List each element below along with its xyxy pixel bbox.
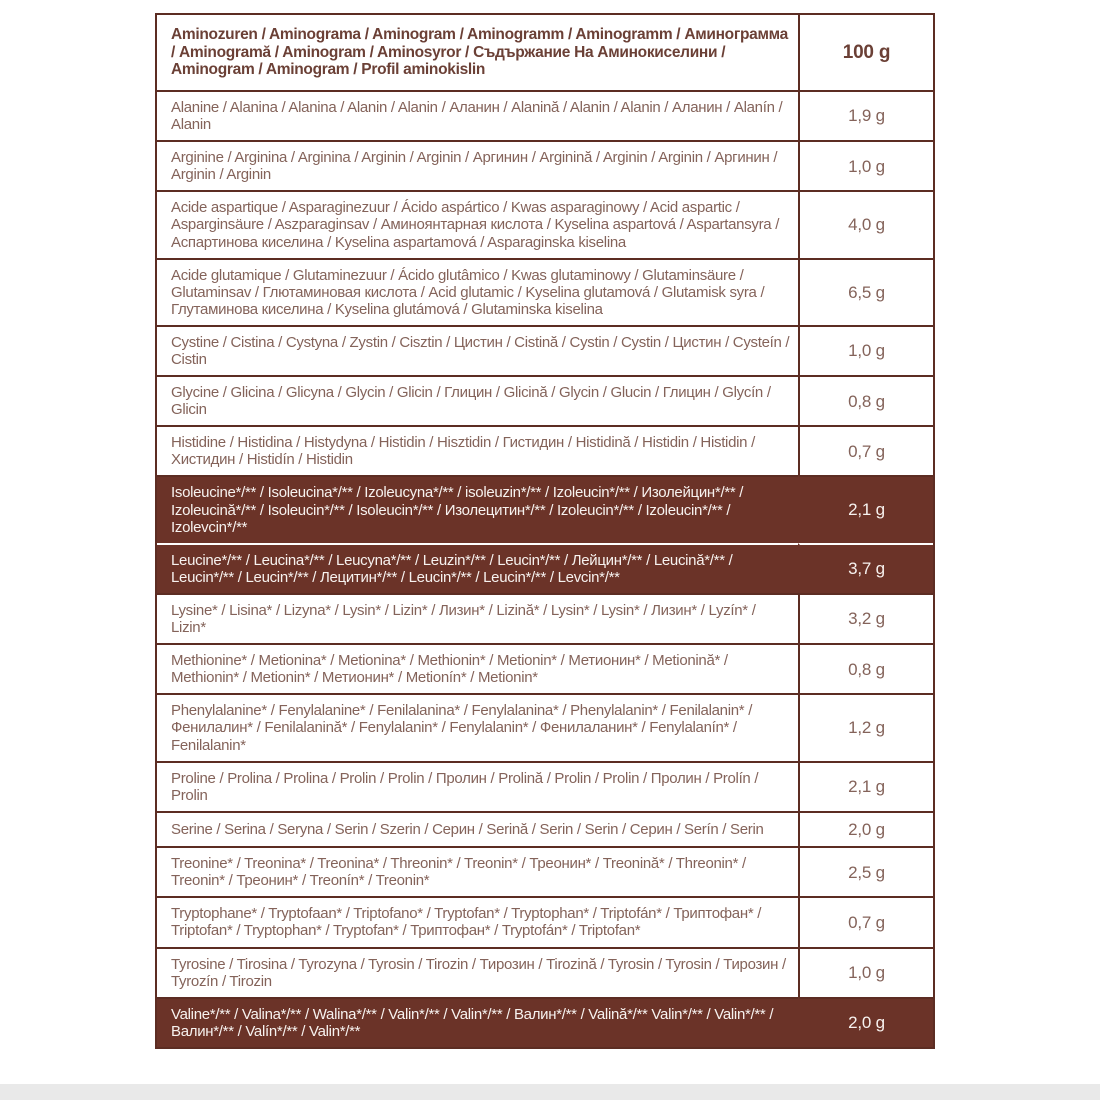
- amino-acid-amount: 1,9 g: [798, 90, 933, 140]
- amino-acid-amount: 0,8 g: [798, 643, 933, 693]
- amino-acid-names: Tryptophane* / Tryptofaan* / Triptofano* / Tryptofan* / Tryptophan* / Triptofán* / Триптофан* / Triptofan* / Tryptophan* / Tryptofan* / Триптофан* / Tryptofán* / Triptofan*: [157, 896, 798, 946]
- amino-acid-names: Isoleucine*/** / Isoleucina*/** / Izoleucyna*/** / isoleuzin*/** / Izoleucin*/** / Изолейцин*/** / Izoleucină*/** / Isoleucin*/** / Isoleucin*/** / Изолецитин*/** / Izoleucin*/** / Izoleucin*/** / Izolevcin*/**: [157, 475, 798, 542]
- table-row: [157, 593, 933, 643]
- amino-acid-names: Leucine*/** / Leucina*/** / Leucyna*/** / Leuzin*/** / Leucin*/** / Лейцин*/** / Leucină*/** / Leucin*/** / Leucin*/** / Лецитин*/** / Leucin*/** / Leucin*/** / Levcin*/**: [157, 543, 798, 593]
- table-row: [157, 190, 933, 257]
- amino-acid-names: Acide aspartique / Asparaginezuur / Ácido aspártico / Kwas asparaginowy / Acid aspartic / Asparginsäure / Aszparaginsav / Аминоянтарная кислота / Kyselina aspartová / Aspartansyra / Аспартинова киселина / Kyselina aspartamová / Asparaginska kiselina: [157, 190, 798, 257]
- page-bottom-strip: [0, 1084, 1100, 1100]
- table-row: [157, 761, 933, 811]
- aminogram-title: Aminozuren / Aminograma / Aminogram / Aminogramm / Aminogramm / Аминограмма / Aminogramă / Aminogram / Aminosyror / Съдържание На Аминокиселини / Aminogram / Aminogram / Profil aminokislin: [171, 26, 788, 79]
- header-row: [157, 15, 933, 90]
- serving-size: 100 g: [798, 15, 933, 90]
- amino-acid-names: Cystine / Cistina / Cystyna / Zystin / Cisztin / Цистин / Cistină / Cystin / Cystin / Цистин / Cysteín / Cistin: [157, 325, 798, 375]
- table-row: [157, 643, 933, 693]
- table-row: [157, 947, 933, 997]
- amino-acid-names: Proline / Prolina / Prolina / Prolin / Prolin / Пролин / Prolină / Prolin / Prolin / Пролин / Prolín / Prolin: [157, 761, 798, 811]
- table-row: [157, 325, 933, 375]
- table-row: [157, 997, 933, 1047]
- amino-acid-amount: 1,0 g: [798, 140, 933, 190]
- table-row: [157, 475, 933, 542]
- table-row: [157, 693, 933, 760]
- table-row: [157, 811, 933, 846]
- amino-acid-amount: 4,0 g: [798, 190, 933, 257]
- amino-acid-names: Tyrosine / Tirosina / Tyrozyna / Tyrosin / Tirozin / Тирозин / Tirozină / Tyrosin / Tyrosin / Тирозин / Tyrozín / Tirozin: [157, 947, 798, 997]
- amino-acid-names: Valine*/** / Valina*/** / Walina*/** / Valin*/** / Valin*/** / Валин*/** / Valină*/** Valin*/** / Valin*/** / Валин*/** / Valín*/** / Valin*/**: [157, 997, 798, 1047]
- amino-acid-amount: 3,2 g: [798, 593, 933, 643]
- amino-acid-amount: 1,0 g: [798, 325, 933, 375]
- table-row: [157, 425, 933, 475]
- amino-acid-names: Lysine* / Lisina* / Lizyna* / Lysin* / Lizin* / Лизин* / Lizină* / Lysin* / Lysin* / Лизин* / Lyzín* / Lizin*: [157, 593, 798, 643]
- amino-acid-amount: 6,5 g: [798, 258, 933, 325]
- amino-acid-names: Phenylalanine* / Fenylalanine* / Fenilalanina* / Fenylalanina* / Phenylalanin* / Fenilalanin* / Фенилалин* / Fenilalanină* / Fenylalanin* / Fenylalanin* / Фенилаланин* / Fenylalanín* / Fenilalanin*: [157, 693, 798, 760]
- aminogram-header: [157, 15, 933, 90]
- amino-acid-amount: 1,2 g: [798, 693, 933, 760]
- amino-acid-names: Histidine / Histidina / Histydyna / Histidin / Hisztidin / Гистидин / Histidină / Histidin / Histidin / Хистидин / Histidín / Histidin: [157, 425, 798, 475]
- amino-acid-names: Glycine / Glicina / Glicyna / Glycin / Glicin / Глицин / Glicină / Glycin / Glucin / Глицин / Glycín / Glicin: [157, 375, 798, 425]
- table-row: [157, 543, 933, 593]
- table-row: [157, 846, 933, 896]
- amino-acid-amount: 2,0 g: [798, 997, 933, 1047]
- aminogram-table: [155, 13, 935, 1049]
- amino-acid-names: Arginine / Arginina / Arginina / Arginin / Arginin / Аргинин / Arginină / Arginin / Arginin / Аргинин / Arginin / Arginin: [157, 140, 798, 190]
- amino-acid-names: Serine / Serina / Seryna / Serin / Szerin / Серин / Serină / Serin / Serin / Серин / Serín / Serin: [157, 811, 798, 846]
- amino-acid-amount: 1,0 g: [798, 947, 933, 997]
- amino-acid-amount: 2,0 g: [798, 811, 933, 846]
- table-row: [157, 375, 933, 425]
- amino-acid-names: Acide glutamique / Glutaminezuur / Ácido glutâmico / Kwas glutaminowy / Glutaminsäure / Glutaminsav / Глютаминовая кислота / Acid glutamic / Kyselina glutamová / Glutamisk syra / Глутаминова киселина / Kyselina glutámová / Glutaminska kiselina: [157, 258, 798, 325]
- amino-acid-names: Alanine / Alanina / Alanina / Alanin / Alanin / Аланин / Alanină / Alanin / Alanin / Аланин / Alanín / Alanin: [157, 90, 798, 140]
- amino-acid-amount: 0,7 g: [798, 896, 933, 946]
- table-row: [157, 258, 933, 325]
- amino-acid-amount: 3,7 g: [798, 543, 933, 593]
- amino-acid-amount: 2,1 g: [798, 761, 933, 811]
- amino-acid-amount: 2,1 g: [798, 475, 933, 542]
- aminogram-body: [157, 90, 933, 1047]
- table-row: [157, 140, 933, 190]
- amino-acid-names: Treonine* / Treonina* / Treonina* / Threonin* / Treonin* / Треонин* / Treonină* / Threonin* / Treonin* / Треонин* / Treonín* / Treonin*: [157, 846, 798, 896]
- table-row: [157, 896, 933, 946]
- amino-acid-amount: 2,5 g: [798, 846, 933, 896]
- amino-acid-names: Methionine* / Metionina* / Metionina* / Methionin* / Metionin* / Метионин* / Metionină* / Methionin* / Metionin* / Метионин* / Metionín* / Metionin*: [157, 643, 798, 693]
- table-row: [157, 90, 933, 140]
- amino-acid-amount: 0,8 g: [798, 375, 933, 425]
- amino-acid-amount: 0,7 g: [798, 425, 933, 475]
